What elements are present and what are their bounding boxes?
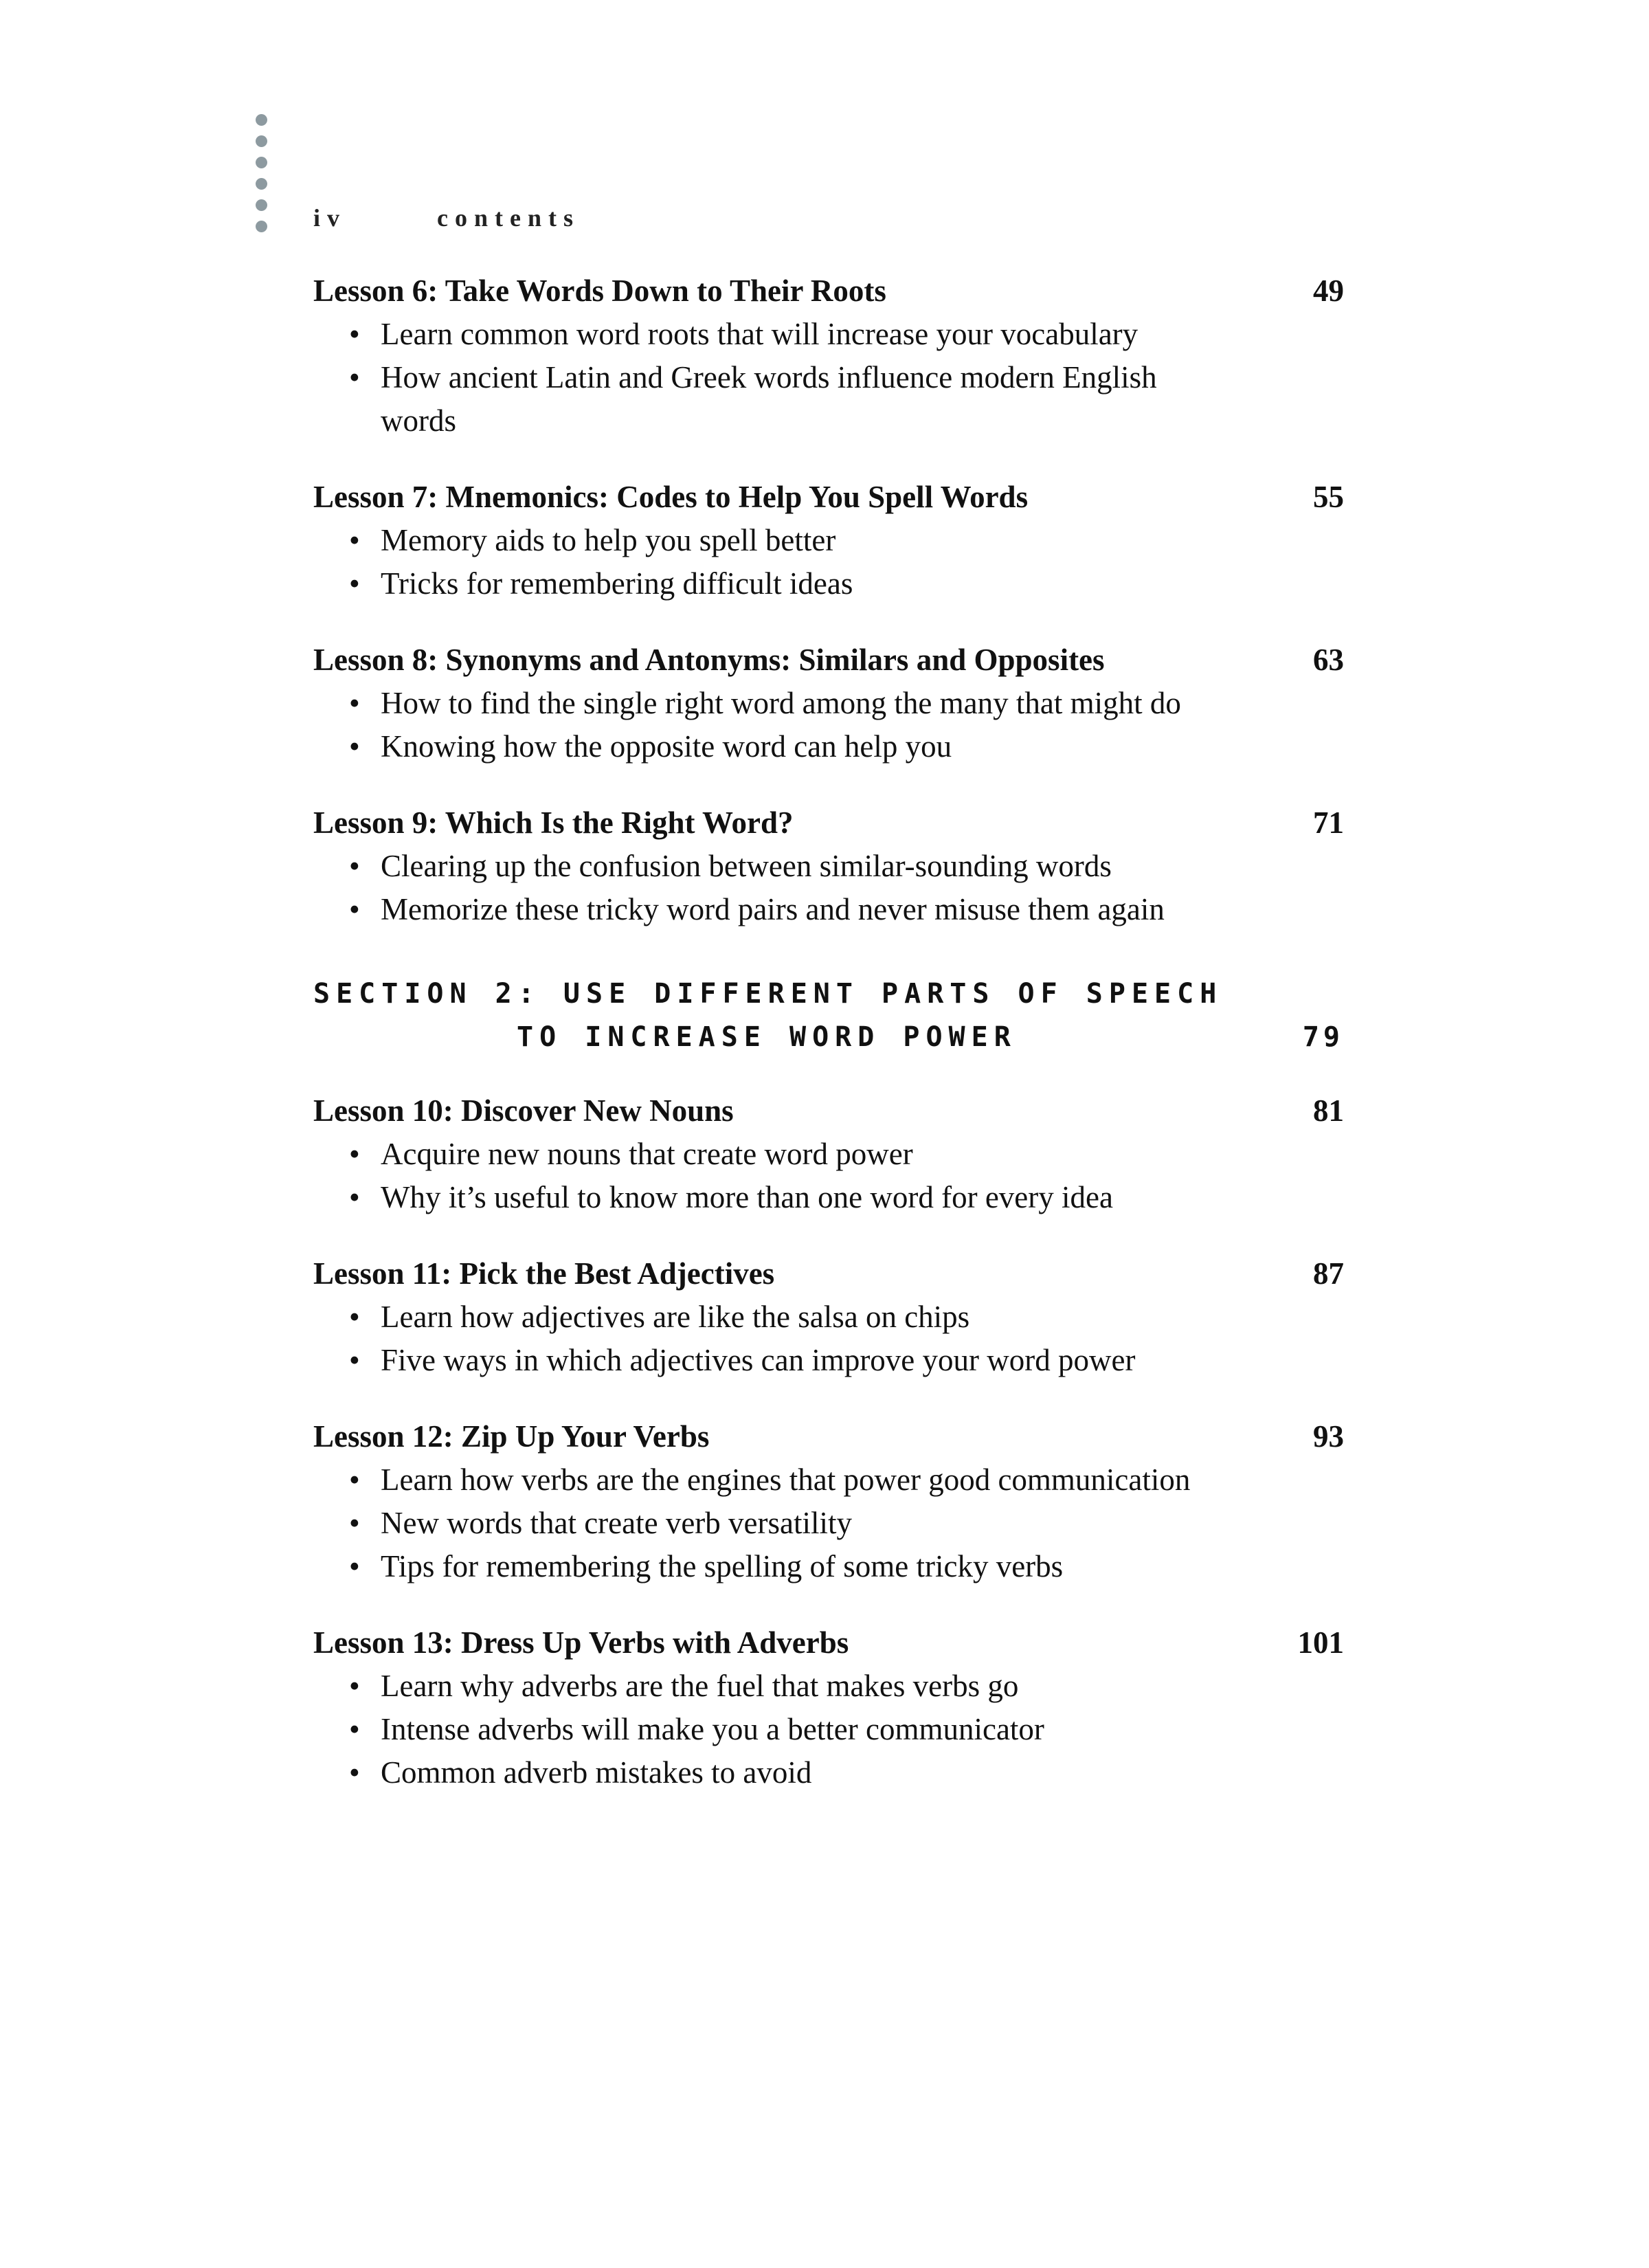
toc-entry-lesson-8 — [313, 638, 1344, 768]
section-title-line-2: TO INCREASE WORD POWER — [517, 1021, 1017, 1053]
dot-icon — [256, 221, 267, 232]
toc-entry-lesson-6 — [313, 269, 1344, 443]
bullet-point: • Five ways in which adjectives can improve your word power — [313, 1339, 1233, 1382]
bullet-point: • Memory aids to help you spell better — [313, 519, 1233, 562]
lesson-title: Lesson 9: Which Is the Right Word? — [313, 805, 794, 840]
section-page-number: 79 — [1302, 1021, 1344, 1053]
bullet-point: • Why it’s useful to know more than one word for every idea — [313, 1176, 1233, 1219]
lesson-title: Lesson 12: Zip Up Your Verbs — [313, 1419, 710, 1454]
dot-icon — [256, 114, 267, 126]
toc-entry-lesson-9 — [313, 801, 1344, 931]
dot-icon — [256, 199, 267, 211]
lesson-title: Lesson 13: Dress Up Verbs with Adverbs — [313, 1625, 849, 1660]
bullet-point: • Learn why adverbs are the fuel that makes verbs go — [313, 1665, 1233, 1708]
page-number: 87 — [1313, 1256, 1344, 1291]
lesson-title: Lesson 7: Mnemonics: Codes to Help You Spell Words — [313, 480, 1029, 514]
toc-entry-lesson-13 — [313, 1621, 1344, 1794]
dot-icon — [256, 178, 267, 190]
page-number: 71 — [1313, 805, 1344, 840]
lesson-title: Lesson 10: Discover New Nouns — [313, 1093, 734, 1128]
bullet-point: • Memorize these tricky word pairs and never misuse them again — [313, 888, 1233, 931]
toc-entry-lesson-11 — [313, 1252, 1344, 1382]
running-title: contents — [437, 204, 580, 232]
dot-icon — [256, 135, 267, 147]
toc-entry-lesson-10 — [313, 1089, 1344, 1219]
bullet-point: • Tips for remembering the spelling of some tricky verbs — [313, 1545, 1233, 1588]
section-title-line-1: SECTION 2: USE DIFFERENT PARTS OF SPEECH — [313, 978, 1223, 1010]
page-number: 101 — [1297, 1625, 1344, 1660]
page-number: 63 — [1313, 643, 1344, 677]
lesson-title: Lesson 11: Pick the Best Adjectives — [313, 1256, 775, 1291]
page-number: 49 — [1313, 274, 1344, 308]
bullet-point: • Acquire new nouns that create word power — [313, 1133, 1233, 1176]
toc-entry-lesson-7 — [313, 476, 1344, 605]
table-of-contents — [313, 269, 1344, 1827]
decorative-dots — [256, 114, 269, 242]
bullet-point: • Knowing how the opposite word can help you — [313, 725, 1233, 768]
bullet-point: • How ancient Latin and Greek words influence modern English words — [313, 356, 1233, 443]
bullet-point: • How to find the single right word among the many that might do — [313, 682, 1233, 725]
page-folio: iv — [313, 204, 347, 232]
dot-icon — [256, 157, 267, 168]
page-number: 81 — [1313, 1093, 1344, 1128]
lesson-title: Lesson 8: Synonyms and Antonyms: Similars and Opposites — [313, 643, 1105, 677]
running-head — [313, 203, 580, 232]
bullet-point: • Learn common word roots that will increase your vocabulary — [313, 313, 1233, 356]
bullet-point: • Common adverb mistakes to avoid — [313, 1751, 1233, 1794]
lesson-title: Lesson 6: Take Words Down to Their Roots — [313, 274, 886, 308]
bullet-point: • Tricks for remembering difficult ideas — [313, 562, 1233, 605]
bullet-point: • Learn how verbs are the engines that power good communication — [313, 1458, 1233, 1502]
bullet-point: • Clearing up the confusion between similar-sounding words — [313, 845, 1233, 888]
toc-entry-lesson-12 — [313, 1415, 1344, 1588]
page-number: 93 — [1313, 1419, 1344, 1454]
section-heading — [313, 972, 1344, 1059]
page-number: 55 — [1313, 480, 1344, 514]
bullet-point: • Learn how adjectives are like the salsa on chips — [313, 1296, 1233, 1339]
bullet-point: • Intense adverbs will make you a better communicator — [313, 1708, 1233, 1751]
bullet-point: • New words that create verb versatility — [313, 1502, 1233, 1545]
